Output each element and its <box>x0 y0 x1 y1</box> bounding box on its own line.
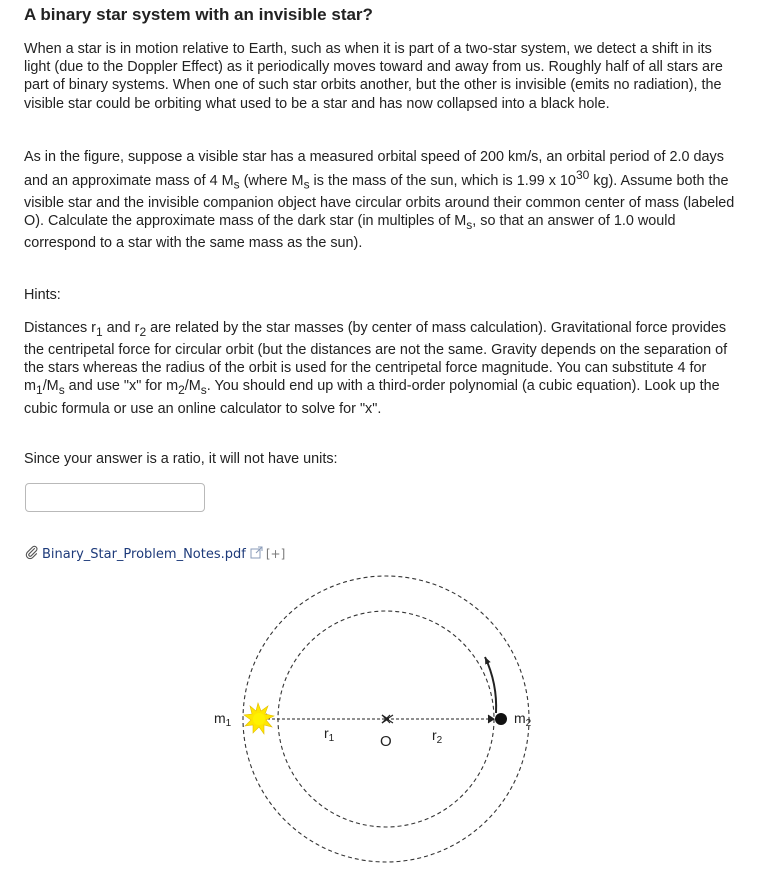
attachment-row <box>25 545 285 563</box>
visible-star-m1 <box>244 703 274 734</box>
orbit-direction-arrow <box>485 657 496 713</box>
r2-label: $r_2$ <box>432 727 443 746</box>
hints-label: Hints: <box>24 287 61 303</box>
r1-label: $r_1$ <box>324 725 335 744</box>
center-label: O <box>380 733 392 750</box>
dark-star-m2 <box>495 713 507 725</box>
m1-label: $m_1$ <box>214 710 232 729</box>
attachment-file-link[interactable]: Binary_Star_Problem_Notes.pdf <box>42 546 246 562</box>
expand-attachment-link[interactable]: [+] <box>265 547 286 561</box>
hints-paragraph: Distances $r_1$ and $r_2$ are related by the star masses (by center of mass calculation). Gravitational force provides the centripetal force for circular orbit (but the distances are not the same. Gravity depends on the separation of the stars whereas the radius of the orbit is used for the centripetal force magnitude. You can substitute 4 for $m_1/M_s$ and use "x" for $m_2/M_s$. You should end up with a third-order polynomial (a cubic equation). Look up the cubic formula or use an online calculator to solve for "x". <box>24 320 728 417</box>
units-note: Since your answer is a ratio, it will not have units: <box>24 451 338 467</box>
answer-input[interactable] <box>25 483 205 512</box>
setup-paragraph: As in the figure, suppose a visible star has a measured orbital speed of 200 km/s, an orbital period of 2.0 days and an approximate mass of 4 $M_s$ (where $M_s$ is the mass of the sun, which is 1.99 x $10^{30}$ kg). Assume both the visible star and the invisible companion object have circular orbits around their common center of mass (labeled O). Calculate the approximate mass of the dark star (in multiples of $M_s$, so that an answer of 1.0 would correspond to a star with the same mass as the sun). <box>24 149 735 252</box>
r2-arrowhead-right <box>488 715 494 723</box>
external-link-icon[interactable] <box>250 546 263 563</box>
m2-label: $m_2$ <box>514 710 532 729</box>
paperclip-icon <box>25 545 39 563</box>
intro-paragraph: When a star is in motion relative to Earth, such as when it is part of a two-star system, we detect a shift in its light (due to the Doppler Effect) as it periodically moves toward and away from us. Roughly half of all stars are part of binary systems. When one of such star orbits another, but the other is invisible (emits no radiation), the visible star could be orbiting what used to be a star and has now collapsed into a black hole. <box>24 41 723 112</box>
problem-title: A binary star system with an invisible star? <box>24 5 373 24</box>
binary-star-figure <box>214 568 546 874</box>
